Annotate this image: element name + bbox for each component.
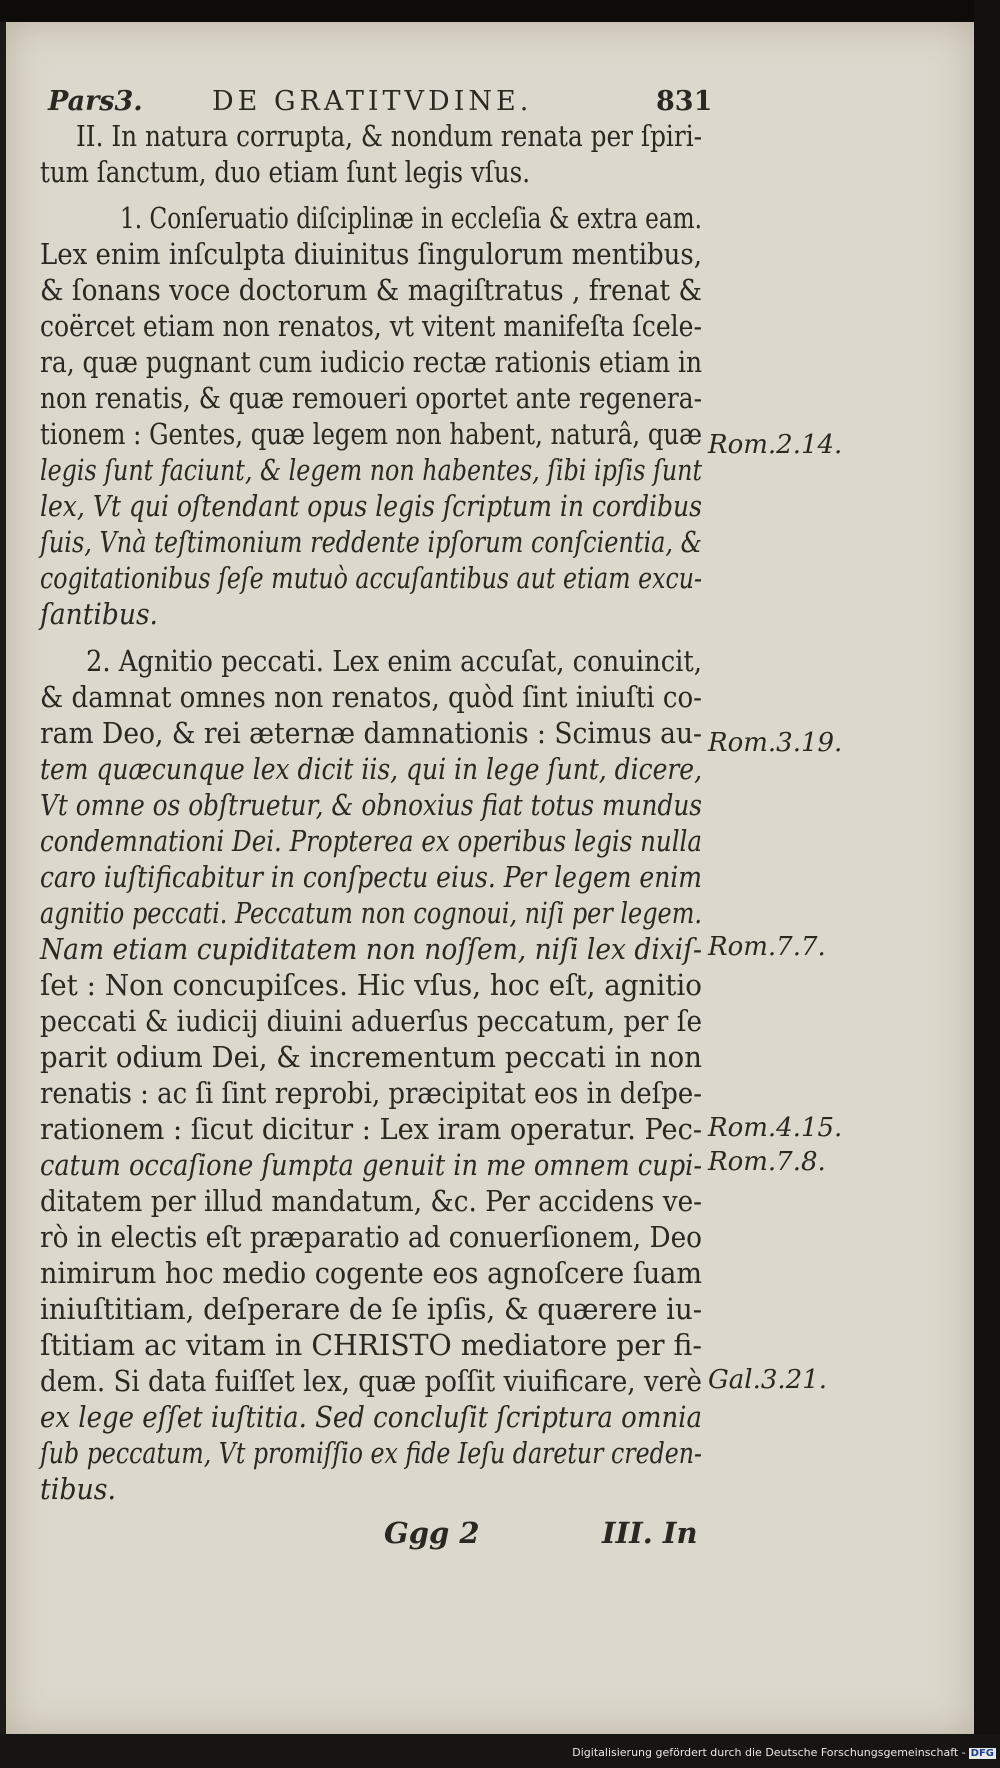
catchword: III. In: [602, 1516, 698, 1550]
text-line: ditatem per illud mandatum, &c. Per accidens ve-: [40, 1184, 702, 1218]
dfg-credit-text: Digitalisierung gefördert durch die Deutsche Forschungsgemeinschaft -: [572, 1746, 966, 1759]
header-part: Pars3.: [48, 86, 143, 117]
text-line: peccati & iudicij diuini aduerſus peccatum, per ſe: [40, 1004, 702, 1038]
text-line: II. In natura corrupta, & nondum renata per ſpiri-: [76, 119, 702, 153]
text-line: parit odium Dei, & incrementum peccati in non: [40, 1040, 702, 1074]
text-line: ſtitiam ac vitam in CHRISTO mediatore per fi-: [40, 1328, 702, 1362]
text-line: tum ſanctum, duo etiam ſunt legis vſus.: [40, 155, 530, 189]
text-line: legis ſunt faciunt, & legem non habentes, ſibi ipſis ſunt: [40, 453, 702, 487]
text-line: dem. Si data fuiſſet lex, quæ poſſit viuificare, verè: [40, 1364, 702, 1398]
text-line: caro iuſtificabitur in conſpectu eius. Per legem enim: [40, 860, 702, 894]
text-line: cogitationibus ſeſe mutuò accuſantibus aut etiam excu-: [40, 561, 702, 595]
margin-reference: Gal.3.21.: [708, 1365, 828, 1395]
text-line: 2. Agnitio peccati. Lex enim accuſat, conuincit,: [86, 644, 702, 678]
text-line: Lex enim inſculpta diuinitus ſingulorum mentibus,: [40, 237, 702, 271]
text-line: ram Deo, & rei æternæ damnationis : Scimus au-: [40, 716, 702, 750]
text-line: tionem : Gentes, quæ legem non habent, naturâ, quæ: [40, 417, 702, 451]
text-line: ſantibus.: [40, 597, 158, 631]
text-line: renatis : ac ſi ſint reprobi, præcipitat eos in deſpe-: [40, 1076, 702, 1110]
text-line: & ſonans voce doctorum & magiſtratus , frenat &: [40, 273, 702, 307]
margin-reference: Rom.7.7.: [708, 932, 826, 962]
text-line: tem quæcunque lex dicit iis, qui in lege ſunt, dicere,: [40, 752, 702, 786]
text-line: & damnat omnes non renatos, quòd ſint iniuſti co-: [40, 680, 702, 714]
text-line: tibus.: [40, 1472, 116, 1506]
text-line: ſub peccatum, Vt promiſſio ex fide Ieſu daretur creden-: [40, 1436, 702, 1470]
text-line: ſuis, Vnà teſtimonium reddente ipſorum conſcientia, &: [40, 525, 702, 559]
page-number: 831: [656, 86, 713, 117]
scan-right-border: [974, 0, 1000, 1768]
text-line: ex lege eſſet iuſtitia. Sed concluſit ſcriptura omnia: [40, 1400, 702, 1434]
text-line: nimirum hoc medio cogente eos agnoſcere ſuam: [40, 1256, 702, 1290]
text-line: condemnationi Dei. Propterea ex operibus legis nulla: [40, 824, 702, 858]
margin-reference: Rom.2.14.: [708, 430, 843, 460]
dfg-logo-icon: DFG: [970, 1748, 994, 1759]
text-line: non renatis, & quæ remoueri oportet ante regenera-: [40, 381, 702, 415]
margin-reference: Rom.3.19.: [708, 728, 843, 758]
text-line: iniuſtitiam, deſperare de ſe ipſis, & quærere iu-: [40, 1292, 702, 1326]
text-line: rationem : ſicut dicitur : Lex iram operatur. Pec-: [40, 1112, 702, 1146]
text-line: coërcet etiam non renatos, vt vitent manifeſta ſcele-: [40, 309, 702, 343]
text-line: Vt omne os obſtruetur, & obnoxius fiat totus mundus: [40, 788, 702, 822]
dfg-credit[interactable]: [572, 1746, 996, 1759]
margin-reference: Rom.7.8.: [708, 1147, 826, 1177]
text-line: 1. Conſeruatio diſciplinæ in eccleſia & extra eam.: [120, 201, 702, 235]
scan-top-border: [0, 0, 1000, 22]
signature-mark: Ggg 2: [384, 1516, 480, 1550]
text-line: lex, Vt qui oſtendant opus legis ſcriptum in cordibus: [40, 489, 702, 523]
text-line: agnitio peccati. Peccatum non cognoui, niſi per legem.: [40, 896, 702, 930]
margin-reference: Rom.4.15.: [708, 1113, 843, 1143]
text-line: ſet : Non concupiſces. Hic vſus, hoc eſt, agnitio: [40, 968, 702, 1002]
text-line: rò in electis eſt præparatio ad conuerſionem, Deo: [40, 1220, 702, 1254]
text-line: catum occaſione ſumpta genuit in me omnem cupi-: [40, 1148, 702, 1182]
text-line: ra, quæ pugnant cum iudicio rectæ rationis etiam in: [40, 345, 702, 379]
header-title: DE GRATITVDINE.: [212, 86, 533, 117]
text-line: Nam etiam cupiditatem non noſſem, niſi lex dixiſ-: [40, 932, 702, 966]
